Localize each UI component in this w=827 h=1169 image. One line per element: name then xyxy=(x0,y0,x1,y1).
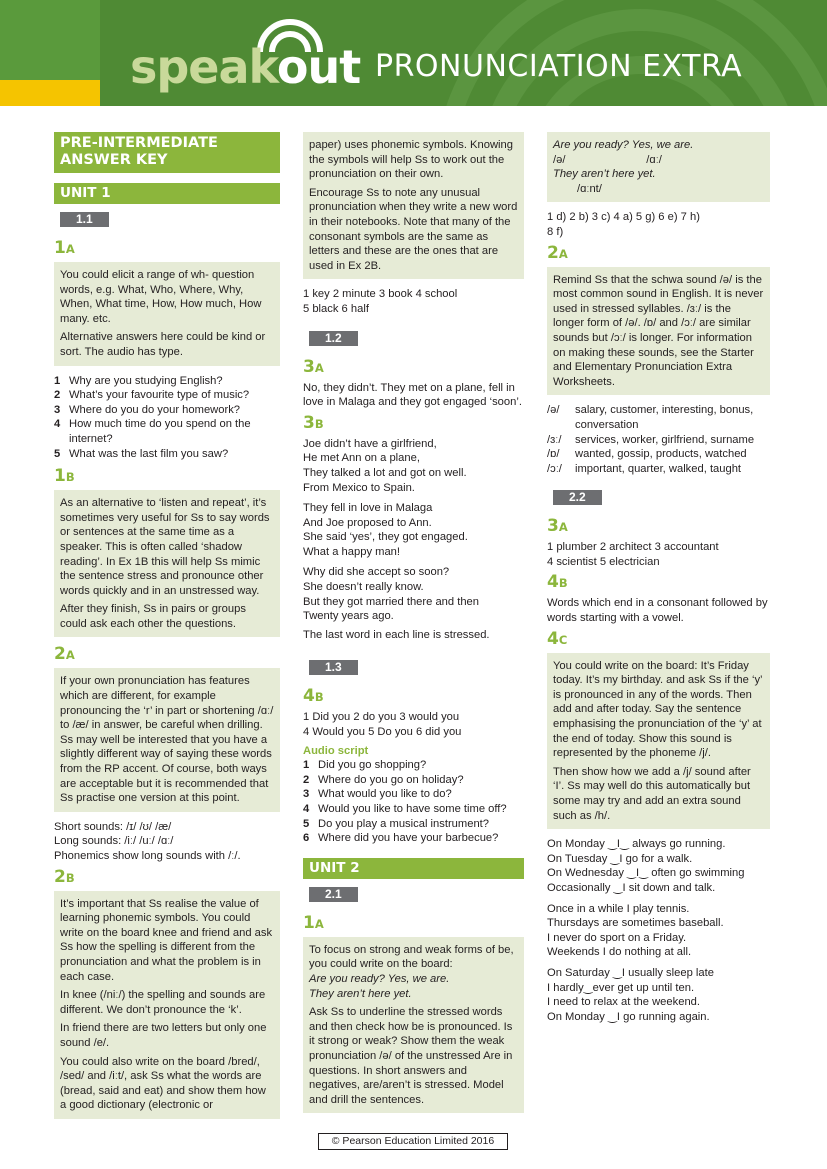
note-paragraph: If your own pronunciation has features which are different, for example pronouncing the ‘r’ in part or shortening /ɑː/ to /æ/ in answer, be careful when drilling. Ss may well be interested that you have a slightly different way of saying these words from the RP accent. Of course, both ways are acceptable but it is recommended that Ss practise one version at this point. xyxy=(60,675,274,805)
poem-line: I need to relax at the weekend. xyxy=(547,996,700,1009)
answer-line: Short sounds: /ɪ/ /ʊ/ /æ/ xyxy=(54,820,172,833)
teacher-note-4c xyxy=(547,653,770,830)
answer-line: 5 black 6 half xyxy=(303,302,369,315)
lesson-1-3-tag: 1.3 xyxy=(309,660,358,675)
answer-text-3b: The last word in each line is stressed. xyxy=(303,628,490,641)
answer-line: 1 d) 2 b) 3 c) 4 a) 5 g) 6 e) 7 h) xyxy=(547,211,700,224)
poem-verse xyxy=(303,437,524,495)
note-paragraph: To focus on strong and weak forms of be, you could write on the board: xyxy=(309,943,514,971)
phoneme-row: /ɔː/ important, quarter, walked, taught xyxy=(547,462,742,475)
answer-line: Phonemics show long sounds with /ː/. xyxy=(54,850,241,862)
teacher-note-2a xyxy=(54,668,280,811)
unit-2-heading: UNIT 2 xyxy=(303,858,524,879)
lesson-2-1-tag: 2.1 xyxy=(309,887,358,902)
poem-line: Twenty years ago. xyxy=(303,610,394,623)
exercise-4b-heading: 4B xyxy=(303,686,324,707)
lesson-2-2-tag: 2.2 xyxy=(553,490,602,505)
poem-verse xyxy=(547,902,770,960)
poem-verse xyxy=(303,565,524,623)
poem-line: She said ‘yes’, they got engaged. xyxy=(303,531,468,544)
note-paragraph: Ask Ss to underline the stressed words and then check how be is pronounced. Is it strong or weak? Show them the weak pronunciation /ə/ of the unstressed Are in questions. In short answers and negatives, are/aren’t is stressed. Model and drill the sentences. xyxy=(309,1006,513,1106)
exercise-1b-heading: 1B xyxy=(54,466,75,487)
answer-line: 1 key 2 minute 3 book 4 school xyxy=(303,288,458,301)
note-example: They aren’t here yet. xyxy=(553,168,656,181)
audio-script-list xyxy=(303,758,524,846)
poem-line: They talked a lot and got on well. xyxy=(303,466,467,479)
phoneme-table xyxy=(547,403,770,476)
poem-line: On Tuesday ‿I go for a walk. xyxy=(547,852,693,865)
answer-line: 1 plumber 2 architect 3 accountant xyxy=(547,541,719,554)
note-phonemes: /ə/ /ɑː/ xyxy=(553,153,662,166)
poem-line: Weekends I do nothing at all. xyxy=(547,946,692,959)
note-example: Are you ready? Yes, we are. xyxy=(309,972,450,985)
poem-line: And Joe proposed to Ann. xyxy=(303,516,432,529)
poem-line: I never do sport on a Friday. xyxy=(547,931,687,944)
note-phonemes: /ɑːnt/ xyxy=(577,182,602,195)
poem-line: They fell in love in Malaga xyxy=(303,502,433,515)
poem-verse xyxy=(547,837,770,895)
exercise-1a-unit2-heading: 1A xyxy=(303,912,324,933)
column-1 xyxy=(54,132,280,1127)
speakout-logo: speakout xyxy=(130,40,361,94)
poem-line: I hardly‿ever get up until ten. xyxy=(547,981,695,994)
note-example: They aren’t here yet. xyxy=(309,987,412,1000)
note-example: Are you ready? Yes, we are. xyxy=(553,139,694,151)
list-item: 5 What was the last film you saw? xyxy=(54,447,229,460)
exercise-1a-heading: 1A xyxy=(54,238,75,258)
list-item: 1 Why are you studying English? xyxy=(54,374,223,387)
teacher-note-2-1-2a xyxy=(547,267,770,396)
poem-line: But they got married there and then xyxy=(303,595,480,608)
phoneme-row: /ə/ salary, customer, interesting, bonus, conversation xyxy=(547,404,754,431)
note-paragraph: You could elicit a range of wh- question words, e.g. What, Who, Where, Why, When, What time, How, How much, How many. etc. xyxy=(60,269,262,325)
note-paragraph: After they finish, Ss in pairs or groups could ask each other the questions. xyxy=(60,603,246,630)
poem-line: Once in a while I play tennis. xyxy=(547,902,690,915)
poem-line: From Mexico to Spain. xyxy=(303,481,415,494)
note-paragraph: Alternative answers here could be kind or sort. The audio has type. xyxy=(60,331,266,358)
poem-line: Occasionally ‿I sit down and talk. xyxy=(547,881,716,894)
answer-line: 8 f) xyxy=(547,225,564,238)
poem-line: He met Ann on a plane, xyxy=(303,452,420,465)
answer-line: 4 scientist 5 electrician xyxy=(547,555,660,568)
teacher-note-2b-continued xyxy=(303,132,524,279)
column-2 xyxy=(303,132,524,1121)
note-paragraph: paper) uses phonemic symbols. Knowing the symbols will help Ss to work out the pronunciation on their own. xyxy=(309,139,513,181)
exercise-4b-heading: 4B xyxy=(547,572,568,593)
poem-line: On Saturday ‿I usually sleep late xyxy=(547,966,714,979)
poem-verse xyxy=(303,501,524,559)
exercise-3a-heading: 3A xyxy=(547,516,568,537)
poem-line: Why did she accept so soon? xyxy=(303,566,450,579)
teacher-note-2-1-1a xyxy=(303,937,524,1114)
list-item: 2 Where do you go on holiday? xyxy=(303,773,464,786)
note-paragraph: In knee (/niː/) the spelling and sounds are different. We don’t pronounce the ‘k’. xyxy=(60,989,266,1016)
poem-line: On Monday ‿I go running again. xyxy=(547,1010,710,1023)
audio-script-heading: Audio script xyxy=(303,744,369,757)
teacher-note-1b xyxy=(54,490,280,637)
teacher-note-1a xyxy=(54,262,280,366)
teacher-note-1a-continued xyxy=(547,132,770,202)
answer-line: 4 Would you 5 Do you 6 did you xyxy=(303,726,462,739)
poem-line: She doesn’t really know. xyxy=(303,581,424,594)
teacher-note-2b xyxy=(54,891,280,1119)
page-header xyxy=(0,0,827,106)
answer-key-title: PRE-INTERMEDIATE ANSWER KEY xyxy=(54,132,280,173)
list-item: 4 How much time do you spend on the internet? xyxy=(54,418,251,445)
list-item: 5 Do you play a musical instrument? xyxy=(303,817,489,830)
list-item: 3 What would you like to do? xyxy=(303,788,452,801)
answer-list-1a xyxy=(54,374,280,462)
exercise-4c-heading: 4C xyxy=(547,628,568,649)
poem-line: Thursdays are sometimes baseball. xyxy=(547,917,724,930)
exercise-2a-heading: 2A xyxy=(547,242,568,263)
note-paragraph: It’s important that Ss realise the value of learning phonemic symbols. You could write on the board knee and friend and ask Ss how the spelling is different from the pronunciation and what the problem is in each case. xyxy=(60,897,273,983)
note-paragraph: As an alternative to ‘listen and repeat’, it’s sometimes very useful for Ss to say words or sentences at the same time as a speaker. This is often called ‘shadow reading’. In Ex 1B this will help Ss mimic the sentence stress and pronounce other words quickly and in an unstressed way. xyxy=(60,497,270,597)
note-paragraph: In friend there are two letters but only one sound /e/. xyxy=(60,1022,267,1049)
poem-line: On Wednesday ‿I‿ often go swimming xyxy=(547,867,745,880)
poem-line: What a happy man! xyxy=(303,545,401,558)
exercise-3b-heading: 3B xyxy=(303,412,324,433)
copyright-footer: © Pearson Education Limited 2016 xyxy=(318,1133,508,1150)
phoneme-row: /ɜː/ services, worker, girlfriend, surname xyxy=(547,433,755,446)
lesson-1-2-tag: 1.2 xyxy=(309,331,358,346)
note-paragraph: You could also write on the board /bred/, /sed/ and /iːt/, ask Ss what the words are (bread, said and eat) and show them how a good dictionary (electronic or xyxy=(60,1055,266,1112)
answer-text-3a: No, they didn’t. They met on a plane, fell in love in Malaga and they got engaged ‘soon’. xyxy=(303,381,522,409)
column-3 xyxy=(547,132,770,1024)
phoneme-row: /ɒ/ wanted, gossip, products, watched xyxy=(547,448,747,461)
poem-verse xyxy=(547,966,770,1024)
note-paragraph: You could write on the board: It’s Friday today. It’s my birthday. and ask Ss if the ‘y’ is pronounced in any of the words. Then add and after today. Say the sentence emphasising the pronunciation of the ‘y’ at the end of today. Show this sound is represented by the phoneme /j/. xyxy=(553,659,763,760)
note-paragraph: Remind Ss that the schwa sound /ə/ is the most common sound in English. It is never used in stressed syllables. /ɜː/ is the longer form of /ə/. /ɒ/ and /ɔː/ are similar sounds but /ɔː/ is longer. For information on making these sounds, see the Starter and Elementary Pronunciation Extra Worksheets. xyxy=(553,273,764,388)
poem-line: On Monday ‿I‿ always go running. xyxy=(547,838,726,851)
lesson-1-1-tag: 1.1 xyxy=(60,212,109,227)
exercise-3a-heading: 3A xyxy=(303,356,324,377)
answer-line: 1 Did you 2 do you 3 would you xyxy=(303,711,460,724)
note-paragraph: Then show how we add a /j/ sound after ‘I’. Ss may well do this automatically but some may try and add an extra sound such as /h/. xyxy=(553,765,751,822)
list-item: 3 Where do you do your homework? xyxy=(54,403,241,416)
list-item: 6 Where did you have your barbecue? xyxy=(303,832,499,845)
poem-line: Joe didn’t have a girlfriend, xyxy=(303,437,437,450)
header-title: PRONUNCIATION EXTRA xyxy=(375,49,743,84)
exercise-2b-heading: 2B xyxy=(54,866,75,887)
note-paragraph: Encourage Ss to note any unusual pronunciation when they write a new word in their notebooks. Note that many of the consonant symbols are the same as letters and these are the ones that are used in Ex 2B. xyxy=(309,186,518,272)
unit-1-heading: UNIT 1 xyxy=(54,183,280,204)
answer-line: Long sounds: /iː/ /uː/ /ɑː/ xyxy=(54,835,174,848)
list-item: 2 What’s your favourite type of music? xyxy=(54,389,250,402)
answer-text-4b: Words which end in a consonant followed by words starting with a vowel. xyxy=(547,597,768,625)
list-item: 1 Did you go shopping? xyxy=(303,759,427,772)
list-item: 4 Would you like to have some time off? xyxy=(303,803,507,815)
exercise-2a-heading: 2A xyxy=(54,644,75,665)
